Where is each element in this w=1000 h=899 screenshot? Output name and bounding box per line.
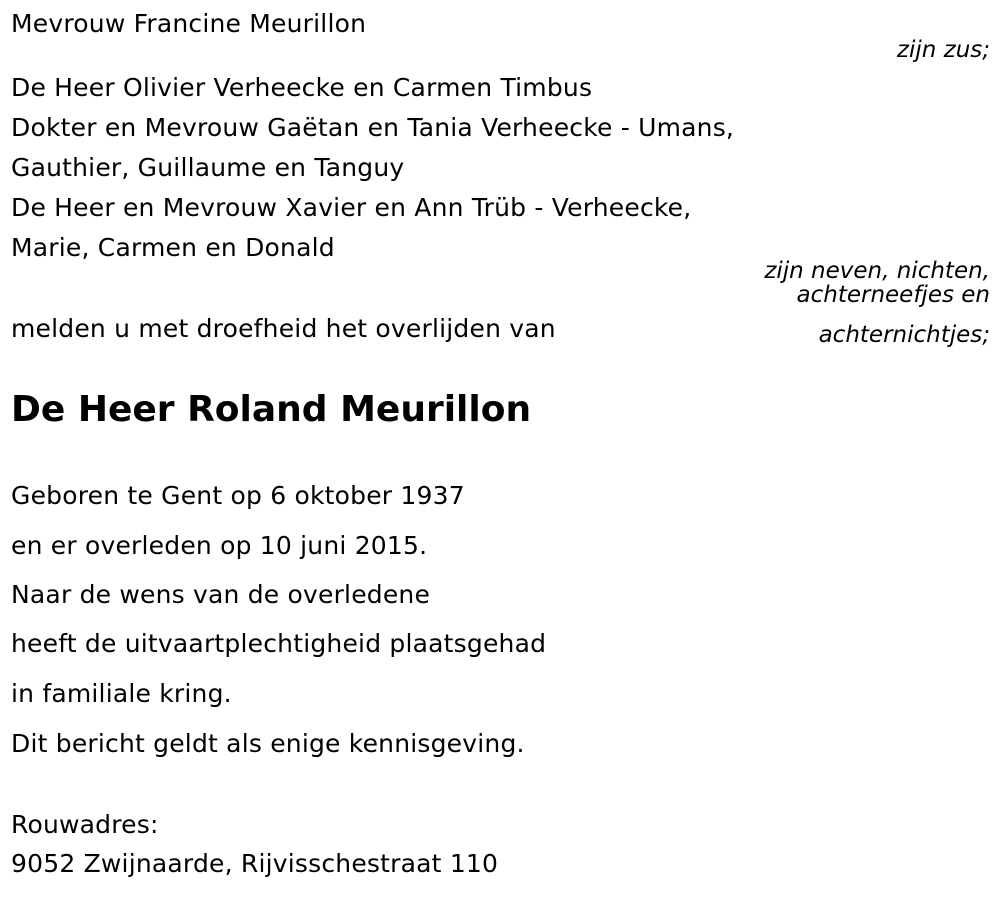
address-label: Rouwadres:: [11, 810, 159, 839]
detail-line: Dit bericht geldt als enige kennisgeving.: [11, 729, 525, 758]
announcement-text: melden u met droefheid het overlijden van: [11, 314, 556, 343]
detail-line: Geboren te Gent op 6 oktober 1937: [11, 481, 465, 510]
relative-line: Marie, Carmen en Donald: [11, 233, 335, 262]
detail-line: heeft de uitvaartplechtigheid plaatsgehad: [11, 629, 547, 658]
sister-role: zijn zus;: [896, 37, 990, 63]
relatives-role-line: achternichtjes;: [818, 322, 990, 348]
relative-line: De Heer Olivier Verheecke en Carmen Timbus: [11, 73, 593, 102]
relative-line: Dokter en Mevrouw Gaëtan en Tania Verheecke - Umans,: [11, 113, 735, 142]
relative-line: Gauthier, Guillaume en Tanguy: [11, 153, 405, 182]
detail-line: en er overleden op 10 juni 2015.: [11, 531, 428, 560]
relative-line: De Heer en Mevrouw Xavier en Ann Trüb - Verheecke,: [11, 193, 692, 222]
sister-name: Mevrouw Francine Meurillon: [11, 9, 367, 38]
address-value: 9052 Zwijnaarde, Rijvisschestraat 110: [11, 849, 499, 878]
detail-line: Naar de wens van de overledene: [11, 580, 431, 609]
detail-line: in familiale kring.: [11, 679, 232, 708]
relatives-role-line: achterneefjes en: [796, 282, 990, 308]
relatives-role-line: zijn neven, nichten,: [764, 258, 990, 284]
deceased-name: De Heer Roland Meurillon: [11, 389, 532, 430]
